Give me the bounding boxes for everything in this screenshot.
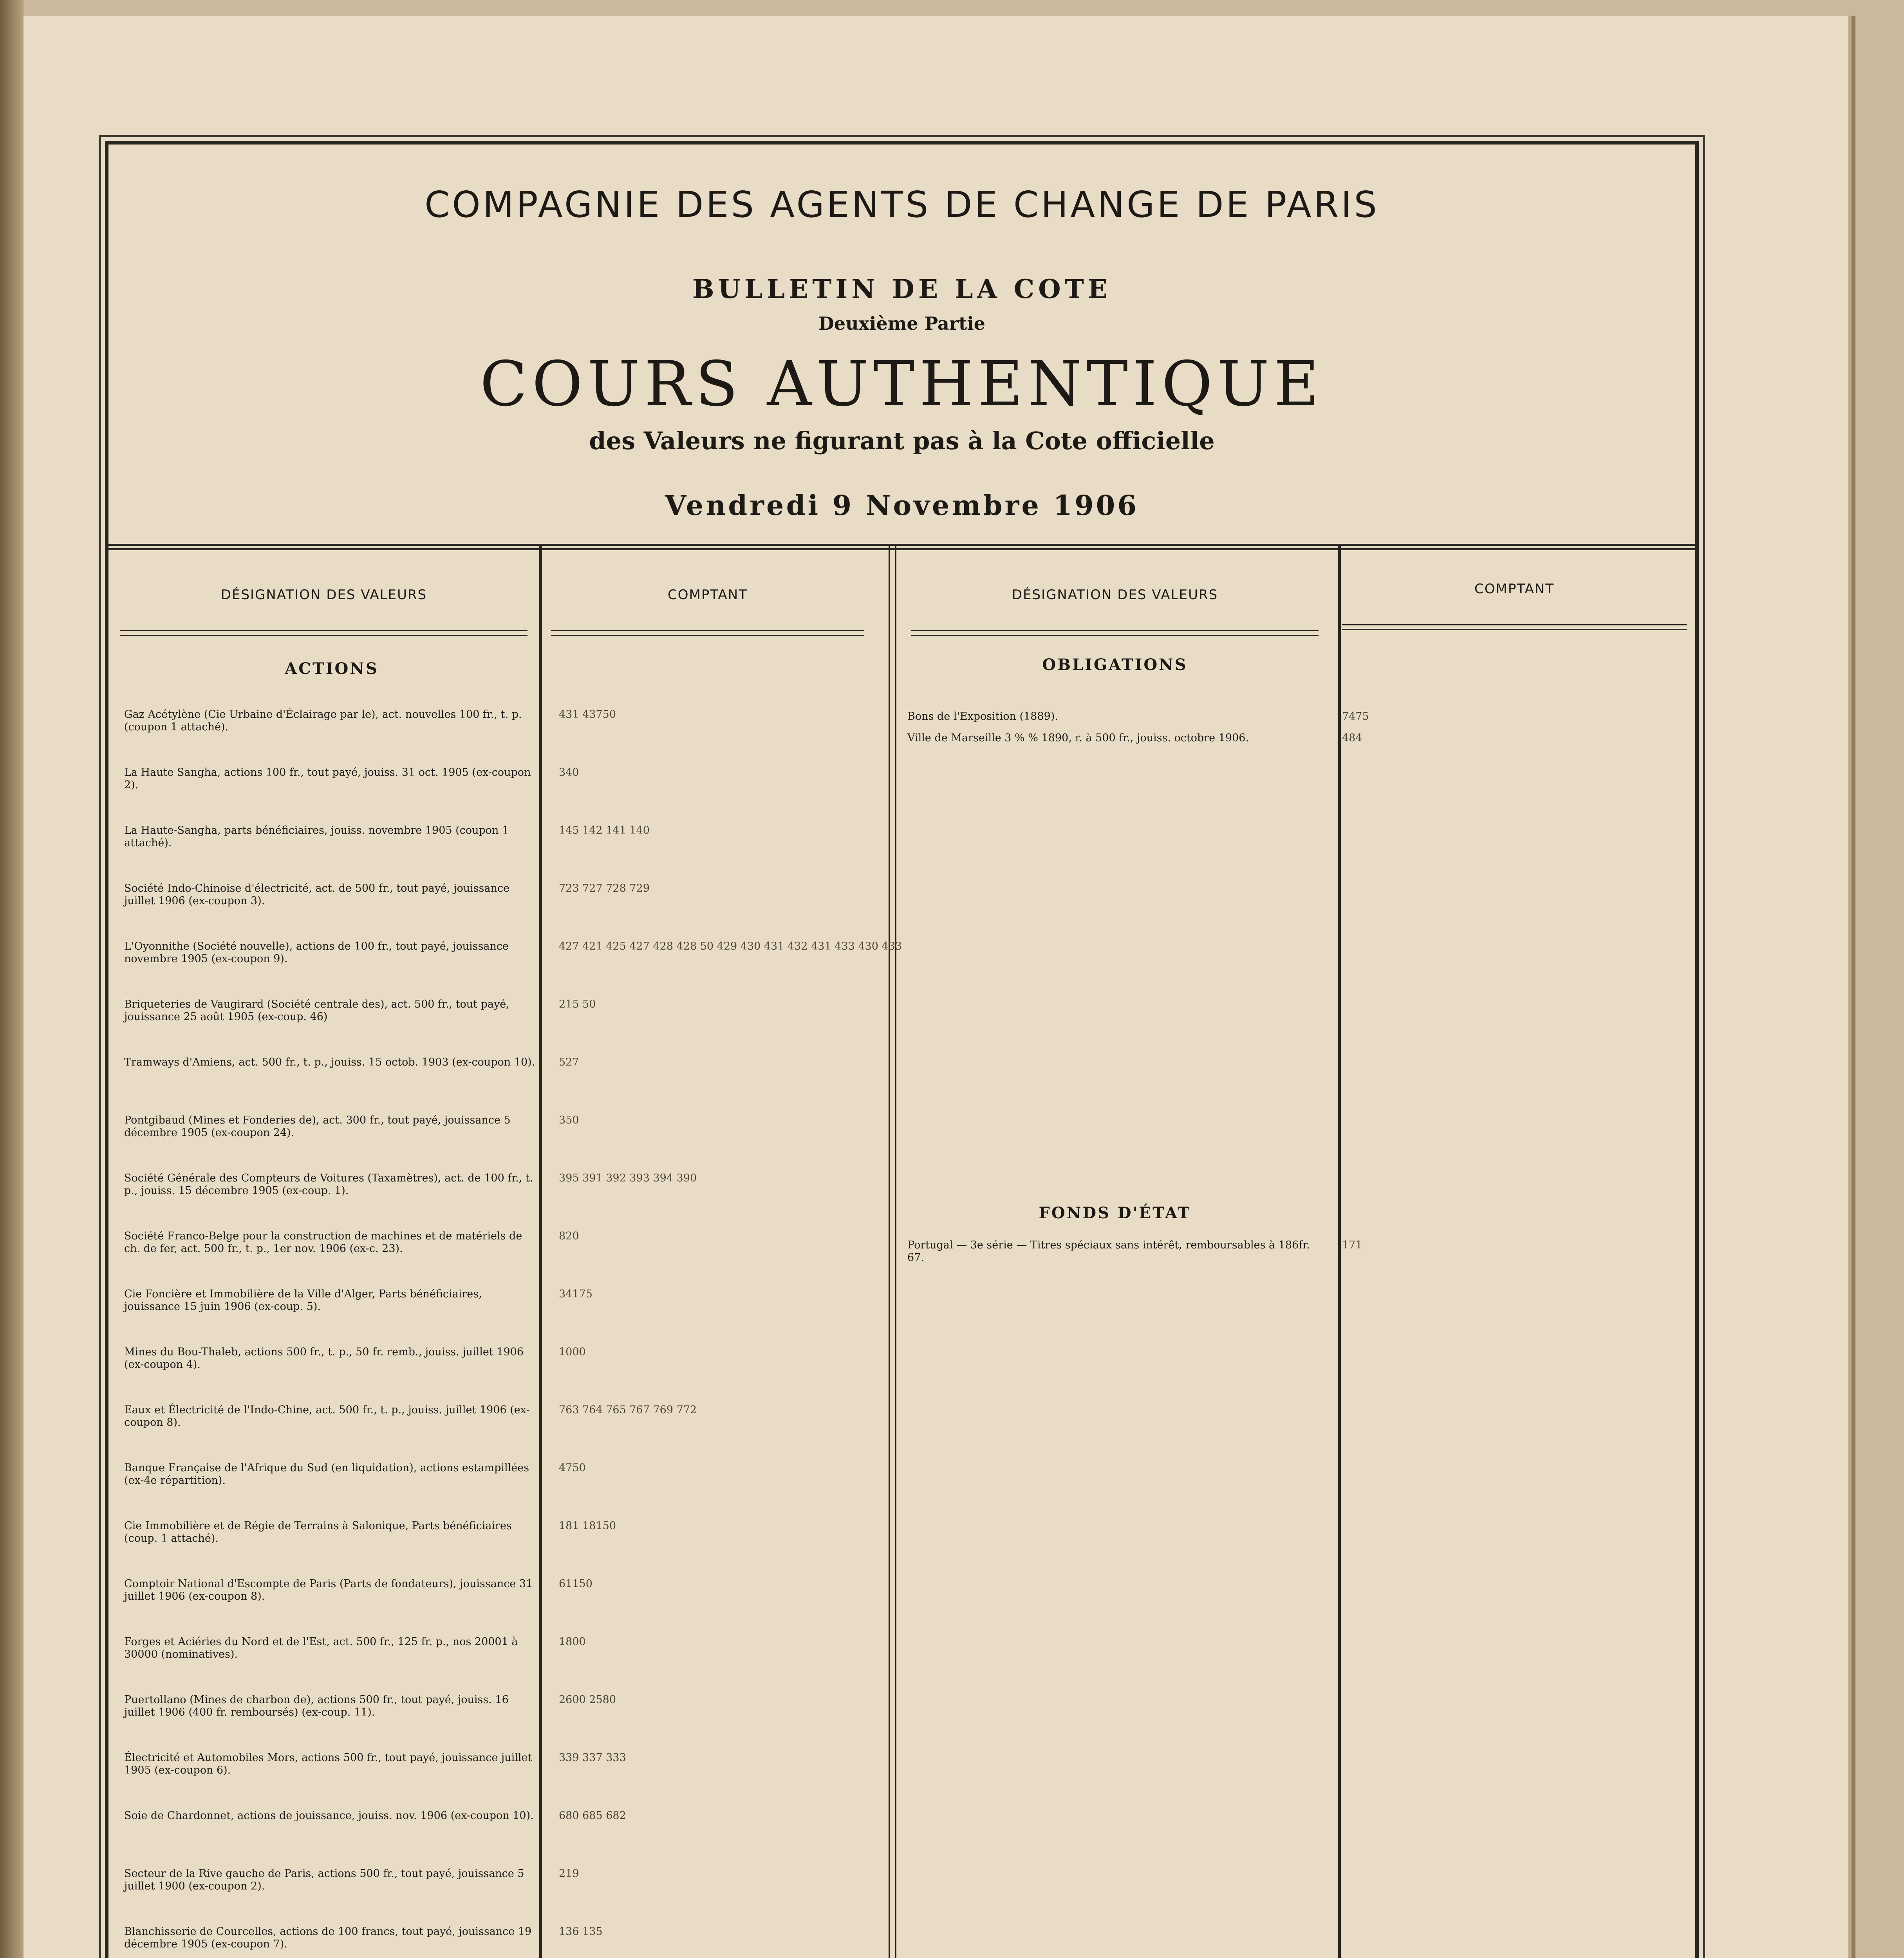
left-comptant-rule xyxy=(551,630,864,636)
comptant-price: 339 337 333 xyxy=(559,1752,626,1764)
list-item xyxy=(124,1288,593,1313)
actions-title: ACTIONS xyxy=(285,659,379,678)
fonds-etat-title: FONDS D'ÉTAT xyxy=(1039,1204,1191,1222)
list-item xyxy=(124,1752,626,1777)
list-item xyxy=(124,882,650,907)
list-item xyxy=(124,1230,579,1255)
security-name: La Haute-Sangha, parts bénéficiaires, jouiss. novembre 1905 (coupon 1 attaché). xyxy=(124,824,509,849)
comptant-price: 4750 xyxy=(559,1462,586,1474)
comptant-price: 484 xyxy=(1342,732,1362,744)
comptant-price: 680 685 682 xyxy=(559,1810,626,1822)
security-name: Secteur de la Rive gauche de Paris, actions 500 fr., tout payé, jouissance 5 juillet 1900 (ex-coupon 2). xyxy=(124,1868,524,1892)
list-item xyxy=(124,1636,586,1661)
comptant-price: 2600 2580 xyxy=(559,1694,616,1706)
bulletin-title: BULLETIN DE LA COTE xyxy=(692,274,1112,304)
list-item xyxy=(124,824,650,849)
security-name: Bons de l'Exposition (1889). xyxy=(907,710,1058,723)
comptant-price: 34175 xyxy=(559,1288,593,1300)
left-comptant-header: COMPTANT xyxy=(668,587,748,603)
comptant-price: 181 18150 xyxy=(559,1520,616,1532)
list-item xyxy=(124,1404,697,1429)
list-item xyxy=(124,708,616,733)
security-name: Cie Immobilière et de Régie de Terrains à Salonique, Parts bénéficiaires (coup. 1 attaché). xyxy=(124,1520,512,1544)
list-item xyxy=(124,1462,586,1487)
bulletin-date: Vendredi 9 Novembre 1906 xyxy=(665,489,1139,522)
comptant-price: 7475 xyxy=(1342,710,1369,723)
bulletin-frame xyxy=(105,141,1699,1958)
comptant-price: 340 xyxy=(559,766,579,779)
comptant-price: 145 142 141 140 xyxy=(559,824,650,836)
security-name: Cie Foncière et Immobilière de la Ville d'Alger, Parts bénéficiaires, jouissance 15 juin 1906 (ex-coup. 5). xyxy=(124,1288,482,1313)
list-item xyxy=(907,1239,1362,1264)
comptant-price: 527 xyxy=(559,1056,579,1068)
list-item xyxy=(124,1520,616,1545)
security-name: Briqueteries de Vaugirard (Société centrale des), act. 500 fr., tout payé, jouissance 25 août 1905 (ex-coup. 46) xyxy=(124,998,509,1023)
security-name: Mines du Bou-Thaleb, actions 500 fr., t. p., 50 fr. remb., jouiss. juillet 1906 (ex-coupon 4). xyxy=(124,1346,524,1371)
list-item xyxy=(124,1810,626,1822)
comptant-price: 61150 xyxy=(559,1578,593,1590)
list-item xyxy=(124,1925,603,1951)
book-binding-edge xyxy=(0,0,23,1958)
security-name: Électricité et Automobiles Mors, actions 500 fr., tout payé, jouissance juillet 1905 (ex-coupon 6). xyxy=(124,1752,532,1776)
security-name: Banque Française de l'Afrique du Sud (en liquidation), actions estampillées (ex-4e répartition). xyxy=(124,1462,529,1487)
right-column-divider xyxy=(1338,544,1341,1958)
comptant-price: 395 391 392 393 394 390 xyxy=(559,1172,697,1184)
obligations-title: OBLIGATIONS xyxy=(1042,656,1188,674)
left-header-rule xyxy=(120,630,527,636)
comptant-price: 215 50 xyxy=(559,998,596,1010)
list-item xyxy=(124,1346,586,1371)
security-name: Société Générale des Compteurs de Voitures (Taxamètres), act. de 100 fr., t. p., jouiss. 15 décembre 1905 (ex-coup. 1). xyxy=(124,1172,533,1197)
security-name: Forges et Aciéries du Nord et de l'Est, act. 500 fr., 125 fr. p., nos 20001 à 30000 (nominatives). xyxy=(124,1636,518,1660)
security-name: Portugal — 3e série — Titres spéciaux sans intérêt, remboursables à 186fr. 67. xyxy=(907,1239,1310,1264)
list-item xyxy=(124,998,596,1023)
part-label: Deuxième Partie xyxy=(818,313,986,334)
left-designation-header: DÉSIGNATION DES VALEURS xyxy=(220,587,427,603)
comptant-price: 763 764 765 767 769 772 xyxy=(559,1404,697,1416)
comptant-price: 136 135 xyxy=(559,1925,603,1938)
list-item xyxy=(124,1114,579,1139)
comptant-price: 427 421 425 427 428 428 50 429 430 431 432 431 433 430 433 xyxy=(559,940,902,952)
comptant-price: 171 xyxy=(1342,1239,1362,1251)
security-name: Société Indo-Chinoise d'électricité, act. de 500 fr., tout payé, jouissance juillet 1906 (ex-coupon 3). xyxy=(124,882,510,907)
page-subtitle: des Valeurs ne figurant pas à la Cote officielle xyxy=(589,426,1215,455)
security-name: Puertollano (Mines de charbon de), actions 500 fr., tout payé, jouiss. 16 juillet 1906 (400 fr. remboursés) (ex-coup. 11). xyxy=(124,1694,509,1718)
list-item xyxy=(124,1578,593,1603)
comptant-price: 820 xyxy=(559,1230,579,1242)
center-double-divider xyxy=(889,544,896,1958)
list-item xyxy=(907,732,1362,744)
comptant-price: 723 727 728 729 xyxy=(559,882,650,894)
security-name: Pontgibaud (Mines et Fonderies de), act. 300 fr., tout payé, jouissance 5 décembre 1905 (ex-coupon 24). xyxy=(124,1114,511,1139)
list-item xyxy=(124,766,579,791)
left-column-divider xyxy=(539,544,542,1958)
security-name: L'Oyonnithe (Société nouvelle), actions de 100 fr., tout payé, jouissance novembre 1905 (ex-coupon 9). xyxy=(124,940,509,965)
list-item xyxy=(907,710,1369,723)
security-name: La Haute Sangha, actions 100 fr., tout payé, jouiss. 31 oct. 1905 (ex-coupon 2). xyxy=(124,766,531,791)
list-item xyxy=(124,1694,616,1719)
security-name: Gaz Acétylène (Cie Urbaine d'Éclairage par le), act. nouvelles 100 fr., t. p. (coupon 1 attaché). xyxy=(124,708,522,733)
comptant-price: 350 xyxy=(559,1114,579,1126)
comptant-price: 1000 xyxy=(559,1346,586,1358)
security-name: Eaux et Électricité de l'Indo-Chine, act. 500 fr., t. p., jouiss. juillet 1906 (ex-coupon 8). xyxy=(124,1404,530,1429)
list-item xyxy=(124,1056,579,1069)
list-item xyxy=(124,940,902,965)
security-name: Ville de Marseille 3 % % 1890, r. à 500 fr., jouiss. octobre 1906. xyxy=(907,732,1249,744)
list-item xyxy=(124,1868,579,1893)
comptant-price: 1800 xyxy=(559,1636,586,1648)
right-header-rule xyxy=(911,630,1319,636)
right-comptant-rule xyxy=(1342,624,1687,630)
comptant-price: 431 43750 xyxy=(559,708,616,721)
security-name: Comptoir National d'Escompte de Paris (Parts de fondateurs), jouissance 31 juillet 1906 (ex-coupon 8). xyxy=(124,1578,533,1602)
bulletin-header xyxy=(108,145,1695,550)
right-comptant-header: COMPTANT xyxy=(1474,581,1554,597)
company-name: COMPAGNIE DES AGENTS DE CHANGE DE PARIS xyxy=(425,184,1379,226)
security-name: Société Franco-Belge pour la construction de machines et de matériels de ch. de fer, act. 500 fr., t. p., 1er nov. 1906 (ex-c. 23). xyxy=(124,1230,522,1255)
page-title: COURS AUTHENTIQUE xyxy=(480,348,1324,420)
security-name: Tramways d'Amiens, act. 500 fr., t. p., jouiss. 15 octob. 1903 (ex-coupon 10). xyxy=(124,1056,535,1068)
security-name: Blanchisserie de Courcelles, actions de 100 francs, tout payé, jouissance 19 décembre 1905 (ex-coupon 7). xyxy=(124,1925,532,1950)
list-item xyxy=(124,1172,697,1197)
comptant-price: 219 xyxy=(559,1868,579,1880)
security-name: Soie de Chardonnet, actions de jouissance, jouiss. nov. 1906 (ex-coupon 10). xyxy=(124,1810,534,1822)
right-designation-header: DÉSIGNATION DES VALEURS xyxy=(1012,587,1218,603)
